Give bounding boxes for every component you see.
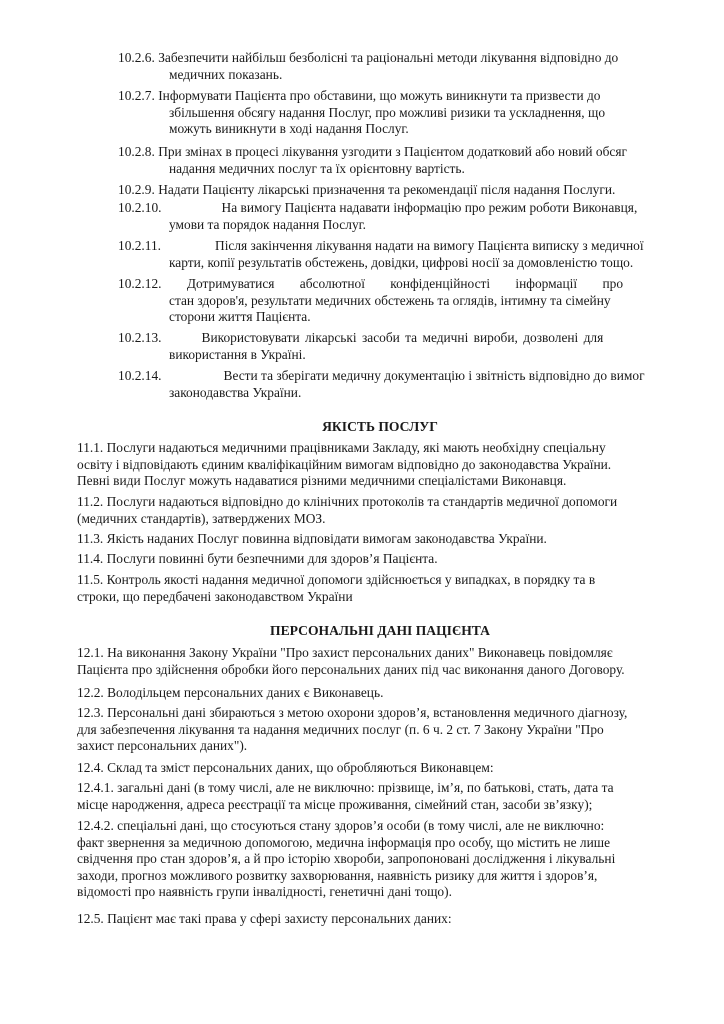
- item-text: карти, копії результатів обстежень, довідки, цифрові носії за домовленістю тощо.: [169, 254, 634, 270]
- item-text: стан здоров'я, результати медичних обстежень та оглядів, інтимну та сімейну: [169, 292, 611, 308]
- text-line: 12.4.2. спеціальні дані, що стосуються стану здоров’я особи (в тому числі, але не виключно:: [77, 818, 605, 833]
- item-text: 10.2.10. На вимогу Пацієнта надавати інформацію про режим роботи Виконавця,: [118, 200, 638, 215]
- list-item: [118, 276, 683, 326]
- list-item: [118, 144, 683, 177]
- item-text: 10.2.13. Використовувати лікарські засоби та медичні вироби, дозволені для: [118, 330, 604, 345]
- paragraph: [77, 645, 683, 678]
- item-text: використання в Україні.: [169, 346, 306, 362]
- text-line: 12.3. Персональні дані збираються з метою охорони здоров’я, встановлення медичного діагнозу,: [77, 705, 628, 720]
- paragraph: [77, 780, 683, 813]
- paragraph: 12.4. Склад та зміст персональних даних, що обробляються Виконавцем:: [77, 760, 494, 775]
- section-heading: ПЕРСОНАЛЬНІ ДАНІ ПАЦІЄНТА: [270, 623, 490, 638]
- text-line: свідчення про стан здоров’я, а й про історію хвороби, запропоновані дослідження і лікувальні: [77, 851, 616, 867]
- paragraph: [77, 818, 683, 901]
- text-line: строки, що передбачені законодавством України: [77, 588, 353, 604]
- text-line: 12.1. На виконання Закону України "Про захист персональних даних" Виконавець повідомляє: [77, 645, 613, 660]
- paragraph: [77, 440, 683, 490]
- list-item: [118, 182, 683, 199]
- text-line: 12.4.1. загальні дані (в тому числі, але не виключно: прізвище, ім’я, по батькові, стать, дата та: [77, 780, 614, 795]
- text-line: освіту і відповідають єдиним кваліфікаційним вимогам відповідно до законодавства України.: [77, 456, 612, 472]
- paragraph: [77, 494, 683, 527]
- item-text: 10.2.9. Надати Пацієнту лікарські призначення та рекомендації після надання Послуги.: [118, 182, 616, 197]
- item-text: законодавства України.: [169, 384, 302, 400]
- item-text: умови та порядок надання Послуг.: [169, 216, 366, 232]
- text-line: захист персональних даних").: [77, 738, 248, 754]
- list-item: [118, 88, 683, 138]
- list-item: [118, 330, 683, 363]
- list-item: [118, 368, 683, 401]
- item-text: надання медичних послуг та їх орієнтовну вартість.: [169, 160, 465, 176]
- paragraph: 11.3. Якість наданих Послуг повинна відповідати вимогам законодавства України.: [77, 531, 547, 546]
- paragraph: [77, 572, 683, 605]
- item-text: 10.2.8. При змінах в процесі лікування узгодити з Пацієнтом додатковий або новий обсяг: [118, 144, 627, 159]
- item-text: 10.2.11. Після закінчення лікування надати на вимогу Пацієнта виписку з медичної: [118, 238, 644, 253]
- item-text: збільшення обсягу надання Послуг, про можливі ризики та ускладнення, що: [169, 104, 606, 120]
- list-item: [118, 50, 683, 83]
- text-line: для забезпечення лікування та надання медичних послуг (п. 6 ч. 2 ст. 7 Закону України "Про: [77, 721, 604, 737]
- text-line: Пацієнта про здійснення обробки його персональних даних під час виконання даного Договору.: [77, 661, 625, 677]
- paragraph: 12.5. Пацієнт має такі права у сфері захисту персональних даних:: [77, 911, 452, 926]
- text-line: заходи, прогноз можливого розвитку захворювання, наявність ризику для життя і здоров’я,: [77, 867, 598, 883]
- item-text: можуть виникнути в ході надання Послуг.: [169, 121, 409, 137]
- text-line: відомості про наявність групи інвалідності, генетичні дані тощо).: [77, 884, 452, 900]
- text-line: 11.1. Послуги надаються медичними працівниками Закладу, які мають необхідну спеціальну: [77, 440, 606, 455]
- paragraph: [77, 705, 683, 755]
- item-text: 10.2.14. Вести та зберігати медичну документацію і звітність відповідно до вимог: [118, 368, 645, 383]
- paragraph: 11.4. Послуги повинні бути безпечними для здоров’я Пацієнта.: [77, 551, 438, 566]
- text-line: Певні види Послуг можуть надаватися різними медичними спеціалістами Виконавця.: [77, 473, 567, 489]
- item-text: 10.2.12. Дотримуватися абсолютної конфіденційності інформації про: [118, 276, 624, 291]
- paragraph: 12.2. Володільцем персональних даних є Виконавець.: [77, 685, 384, 700]
- list-item: [118, 200, 683, 233]
- section-heading: ЯКІСТЬ ПОСЛУГ: [322, 419, 438, 434]
- text-line: 11.2. Послуги надаються відповідно до клінічних протоколів та стандартів медичної допомоги: [77, 494, 618, 509]
- item-text: 10.2.6. Забезпечити найбільш безболісні та раціональні методи лікування відповідно до: [118, 50, 619, 65]
- list-item: [118, 238, 683, 271]
- item-text: 10.2.7. Інформувати Пацієнта про обставини, що можуть виникнути та призвести до: [118, 88, 601, 103]
- item-text: сторони життя Пацієнта.: [169, 309, 311, 325]
- text-line: місце народження, адреса реєстрації та місце проживання, сімейний стан, засоби зв’язку);: [77, 796, 593, 812]
- text-line: факт звернення за медичною допомогою, медична інформація про особу, що містить не лише: [77, 834, 611, 850]
- text-line: 11.5. Контроль якості надання медичної допомоги здійснюється у випадках, в порядку та в: [77, 572, 596, 587]
- item-text: медичних показань.: [169, 66, 283, 82]
- text-line: (медичних стандартів), затверджених МОЗ.: [77, 510, 326, 526]
